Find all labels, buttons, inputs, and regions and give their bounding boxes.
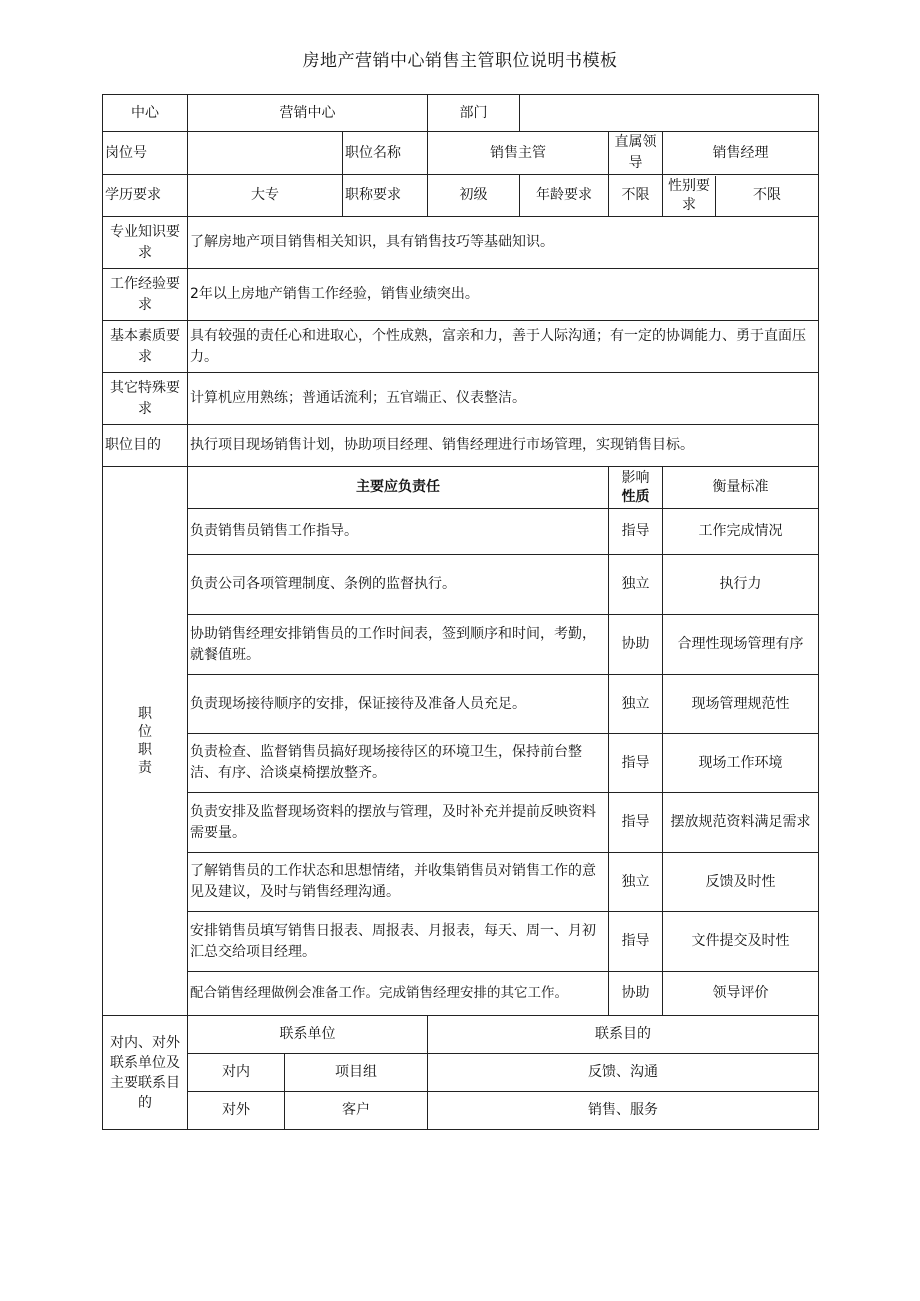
purpose-label: 职位目的	[103, 425, 188, 467]
duty-text: 配合销售经理做例会准备工作。完成销售经理安排的其它工作。	[188, 972, 609, 1016]
purpose-text: 执行项目现场销售计划，协助项目经理、销售经理进行市场管理，实现销售目标。	[188, 425, 819, 467]
duty-measure: 工作完成情况	[663, 509, 819, 555]
duty-impact: 指导	[609, 793, 663, 853]
duty-measure: 现场工作环境	[663, 734, 819, 793]
education-value: 大专	[188, 175, 343, 217]
requirement-text: 计算机应用熟练；普通话流利；五官端正、仪表整洁。	[188, 373, 819, 425]
contact-purpose: 销售、服务	[428, 1092, 819, 1130]
contact-type: 对外	[188, 1092, 285, 1130]
requirement-text: 具有较强的责任心和进取心，个性成熟，富亲和力，善于人际沟通；有一定的协调能力、勇于直面压力。	[188, 321, 819, 373]
duty-impact: 独立	[609, 555, 663, 615]
superior-label: 直属领导	[609, 132, 663, 175]
duty-impact: 独立	[609, 853, 663, 912]
age-requirement-label: 年龄要求	[520, 175, 609, 217]
age-requirement-value: 不限	[609, 175, 663, 217]
contact-unit: 客户	[285, 1092, 428, 1130]
duty-text: 了解销售员的工作状态和思想情绪，并收集销售员对销售工作的意见及建议，及时与销售经理沟通。	[188, 853, 609, 912]
post-number-label: 岗位号	[103, 132, 188, 175]
requirement-label: 基本素质要求	[103, 321, 188, 373]
superior-value: 销售经理	[663, 132, 819, 175]
duty-text: 负责现场接待顺序的安排，保证接待及准备人员充足。	[188, 675, 609, 734]
requirement-label: 专业知识要求	[103, 217, 188, 269]
duty-measure: 文件提交及时性	[663, 912, 819, 972]
duties-side-label: 职位职责	[137, 706, 152, 776]
contact-purpose: 反馈、沟通	[428, 1054, 819, 1092]
contacts-side-label: 对内、对外联系单位及主要联系目的	[103, 1016, 188, 1130]
duty-measure: 执行力	[663, 555, 819, 615]
duty-impact: 指导	[609, 912, 663, 972]
document-title: 房地产营销中心销售主管职位说明书模板	[302, 51, 618, 71]
education-label: 学历要求	[103, 175, 188, 217]
duty-text: 协助销售经理安排销售员的工作时间表，签到顺序和时间，考勤，就餐值班。	[188, 615, 609, 675]
duty-text: 安排销售员填写销售日报表、周报表、月报表，每天、周一、月初汇总交给项目经理。	[188, 912, 609, 972]
duty-text: 负责检查、监督销售员搞好现场接待区的环境卫生，保持前台整洁、有序、洽谈桌椅摆放整齐。	[188, 734, 609, 793]
title-requirement-label: 职称要求	[343, 175, 428, 217]
duty-impact: 协助	[609, 615, 663, 675]
post-name-label: 职位名称	[343, 132, 428, 175]
duty-measure: 反馈及时性	[663, 853, 819, 912]
duty-measure: 领导评价	[663, 972, 819, 1016]
job-description-form	[102, 94, 819, 1130]
duty-impact: 指导	[609, 734, 663, 793]
duties-header-main: 主要应负责任	[188, 467, 609, 509]
department-value	[520, 95, 819, 132]
duty-impact: 协助	[609, 972, 663, 1016]
duty-impact: 独立	[609, 675, 663, 734]
post-name-value: 销售主管	[428, 132, 609, 175]
requirement-label: 工作经验要求	[103, 269, 188, 321]
duty-impact: 指导	[609, 509, 663, 555]
requirement-label: 其它特殊要求	[103, 373, 188, 425]
duty-measure: 合理性现场管理有序	[663, 615, 819, 675]
contact-unit: 项目组	[285, 1054, 428, 1092]
duty-measure: 现场管理规范性	[663, 675, 819, 734]
duties-header-impact-line1: 影响	[621, 469, 650, 486]
gender-cell	[663, 175, 819, 217]
center-label: 中心	[103, 95, 188, 132]
contacts-purpose-header: 联系目的	[428, 1016, 819, 1054]
duty-text: 负责公司各项管理制度、条例的监督执行。	[188, 555, 609, 615]
duties-header-impact	[609, 467, 663, 509]
requirement-text: 了解房地产项目销售相关知识，具有销售技巧等基础知识。	[188, 217, 819, 269]
duty-text: 负责销售员销售工作指导。	[188, 509, 609, 555]
duties-header-measure: 衡量标准	[663, 467, 819, 509]
title-requirement-value: 初级	[428, 175, 520, 217]
duty-text: 负责安排及监督现场资料的摆放与管理，及时补充并提前反映资料需要量。	[188, 793, 609, 853]
gender-requirement-value: 不限	[753, 187, 782, 203]
contacts-unit-header: 联系单位	[188, 1016, 428, 1054]
duties-header-impact-line2: 性质	[621, 488, 650, 505]
duty-measure: 摆放规范资料满足需求	[663, 793, 819, 853]
center-value: 营销中心	[188, 95, 428, 132]
department-label: 部门	[428, 95, 520, 132]
requirement-text: 2年以上房地产销售工作经验，销售业绩突出。	[188, 269, 819, 321]
contact-type: 对内	[188, 1054, 285, 1092]
duties-side-label-cell	[103, 467, 188, 1016]
gender-requirement-label: 性别要求	[663, 176, 716, 216]
post-number-value	[188, 132, 343, 175]
